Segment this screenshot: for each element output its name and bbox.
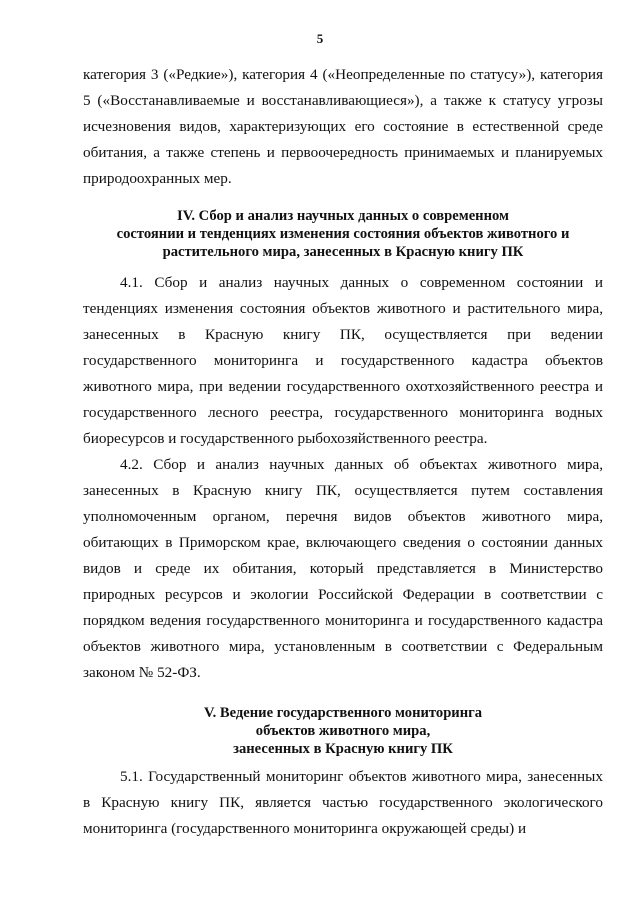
section-5-heading-line: объектов животного мира, — [255, 723, 431, 739]
paragraph-4-1: 4.1. Сбор и анализ научных данных о современном состоянии и тенденциях изменения состояния объектов животного и растительного мира, занесенных в Красную книгу ПК, осуществляется при ведении государственного мониторинга и государственного кадастра объектов животного мира, при ведении государственного охотхозяйственного реестра и государственного лесного реестра, государственного мониторинга водных биоресурсов и государственного рыбохозяйственного реестра. — [83, 274, 603, 447]
section-4-heading-line: IV. Сбор и анализ научных данных о современном — [177, 208, 509, 224]
paragraph-intro: категория 3 («Редкие»), категория 4 («Неопределенные по статусу»), категория 5 («Восстанавливаемые и восстанавливающиеся»), а также к статусу угрозы исчезновения видов, характеризующих его состояние в естественной среде обитания, а также степень и первоочередность принимаемых и планируемых природоохранных мер. — [83, 66, 603, 187]
section-5-heading-line: занесенных в Красную книгу ПК — [233, 741, 453, 757]
paragraph-5-1: 5.1. Государственный мониторинг объектов животного мира, занесенных в Красную книгу ПК, является частью государственного экологического мониторинга (государственного мониторинга окружающей среды) и — [83, 768, 603, 837]
section-4-heading-line: состоянии и тенденциях изменения состояния объектов животного и — [116, 226, 570, 242]
section-5-heading — [83, 704, 603, 758]
section-4-heading-line: растительного мира, занесенных в Красную книгу ПК — [162, 244, 524, 260]
paragraph-4-2: 4.2. Сбор и анализ научных данных об объектах животного мира, занесенных в Красную книгу ПК, осуществляется путем составления уполномоченным органом, перечня видов объектов животного мира, обитающих в Приморском крае, включающего сведения о состоянии данных видов и среде их обитания, который представляется в Министерство природных ресурсов и экологии Российской Федерации в соответствии с порядком ведения государственного мониторинга и государственного кадастра объектов животного мира, установленным в соответствии с Федеральным законом № 52-ФЗ. — [83, 456, 603, 681]
section-5-heading-line: V. Ведение государственного мониторинга — [203, 705, 483, 721]
section-4-heading — [83, 207, 603, 261]
page-number: 5 — [316, 31, 324, 46]
